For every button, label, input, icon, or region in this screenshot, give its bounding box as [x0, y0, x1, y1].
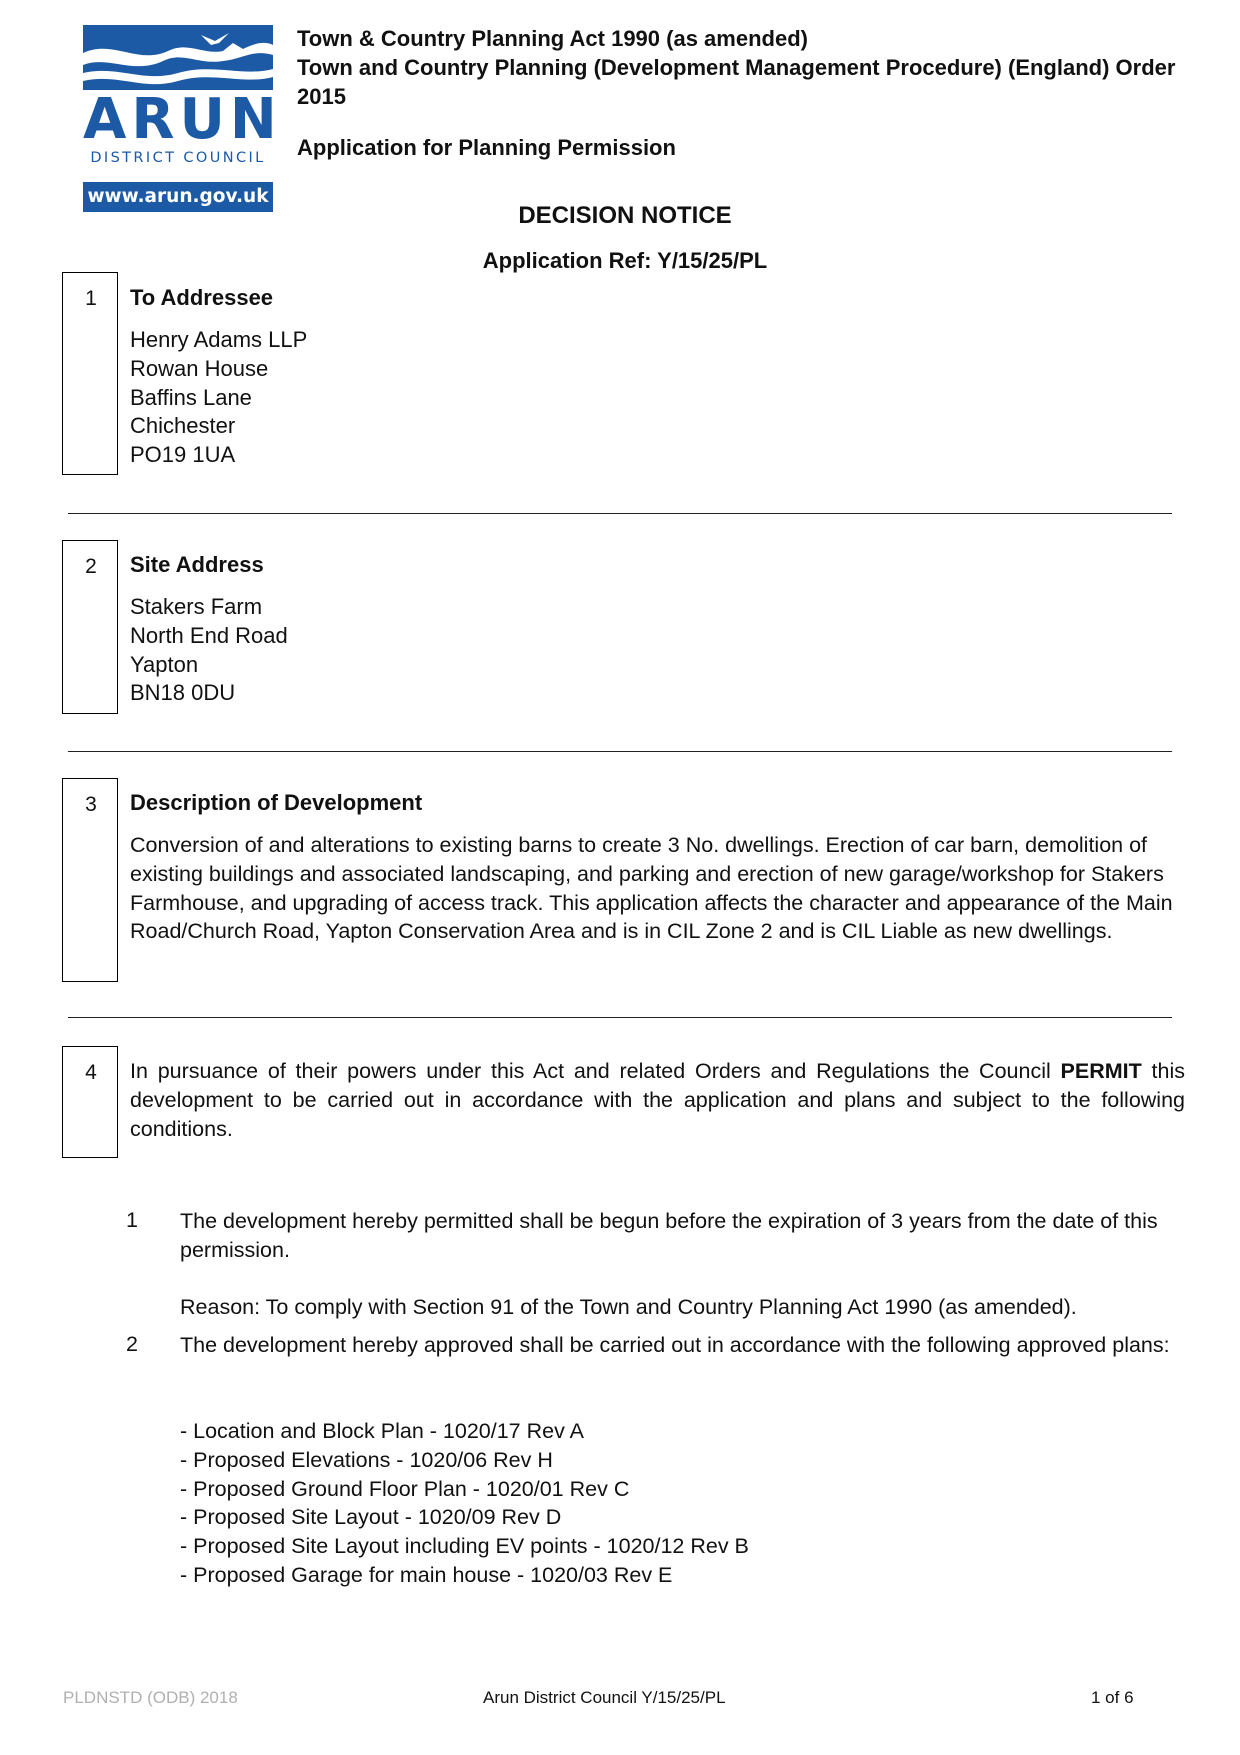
- address-line: North End Road: [130, 622, 288, 648]
- footer-reference: Arun District Council Y/15/25/PL: [483, 1688, 726, 1707]
- condition-number: 2: [126, 1332, 138, 1356]
- condition-text: The development hereby approved shall be carried out in accordance with the following approved plans:: [180, 1333, 1170, 1357]
- plan-item: - Proposed Site Layout including EV points - 1020/12 Rev B: [180, 1534, 749, 1559]
- application-ref: Application Ref: Y/15/25/PL: [482, 248, 768, 273]
- condition-reason: Reason: To comply with Section 91 of the Town and Country Planning Act 1990 (as amended).: [180, 1295, 1077, 1319]
- plan-item: - Proposed Site Layout - 1020/09 Rev D: [180, 1505, 562, 1530]
- divider: [68, 513, 1172, 514]
- decision-statement: [130, 1057, 1185, 1143]
- footer-form-code: PLDNSTD (ODB) 2018: [63, 1688, 238, 1707]
- section-number: 1: [85, 287, 97, 310]
- address-line: Stakers Farm: [130, 594, 263, 619]
- addressee-lines: [130, 326, 307, 470]
- condition-text: The development hereby permitted shall be begun before the expiration of 3 years from the date of this permission.: [180, 1209, 1158, 1262]
- site-address-lines: [130, 593, 288, 708]
- address-line: Yapton: [130, 651, 199, 677]
- act-line: Town & Country Planning Act 1990 (as amended): [297, 26, 808, 51]
- plan-item: - Proposed Garage for main house - 1020/03 Rev E: [180, 1562, 673, 1587]
- address-line: BN18 0DU: [130, 680, 236, 706]
- address-line: PO19 1UA: [130, 442, 236, 468]
- decision-text-before: In pursuance of their powers under this Act and related Orders and Regulations the Council: [130, 1059, 1061, 1083]
- wave-bird-icon: [83, 25, 273, 90]
- decision-word: PERMIT: [1060, 1059, 1142, 1083]
- section-number-box: [62, 1046, 118, 1158]
- section-title: Site Address: [130, 552, 264, 577]
- divider: [68, 751, 1172, 752]
- section-number-box: [62, 540, 118, 714]
- notice-title: DECISION NOTICE: [518, 202, 732, 229]
- section-number: 3: [85, 793, 97, 816]
- condition-number: 1: [126, 1208, 138, 1232]
- plan-item: - Proposed Elevations - 1020/06 Rev H: [180, 1447, 553, 1472]
- council-logo: [83, 25, 282, 215]
- section-number-box: [62, 778, 118, 982]
- approved-plans-list: [180, 1417, 1185, 1590]
- section-number-box: [62, 272, 118, 475]
- address-line: Baffins Lane: [130, 384, 252, 410]
- logo-url: www.arun.gov.uk: [83, 182, 273, 212]
- address-line: Chichester: [130, 413, 236, 439]
- divider: [68, 1017, 1172, 1018]
- address-line: Henry Adams LLP: [130, 327, 308, 352]
- section-number: 4: [85, 1061, 97, 1084]
- logo-wordmark: ARUN: [83, 87, 282, 152]
- order-line: Town and Country Planning (Development Management Procedure) (England) Order 2015: [297, 55, 1176, 109]
- plan-item: - Location and Block Plan - 1020/17 Rev A: [180, 1419, 584, 1443]
- address-line: Rowan House: [130, 355, 269, 381]
- application-type: Application for Planning Permission: [297, 135, 676, 160]
- section-title: Description of Development: [130, 790, 423, 815]
- plan-item: - Proposed Ground Floor Plan - 1020/01 Rev C: [180, 1476, 630, 1501]
- development-description: Conversion of and alterations to existing barns to create 3 No. dwellings. Erection of car barn, demolition of existing buildings and associated landscaping, and parking and erection of new garage/workshop for Stakers Farmhouse, and upgrading of access track. This application affects the character and appearance of the Main Road/Church Road, Yapton Conservation Area and is in CIL Zone 2 and is CIL Liable as new dwellings.: [130, 833, 1173, 944]
- decision-text-after: this development to be carried out in accordance with the application and plans and subject to the following conditions.: [130, 1059, 1185, 1141]
- page-number: 1 of 6: [1091, 1688, 1134, 1707]
- logo-wave-banner: [83, 25, 273, 90]
- section-number: 2: [85, 555, 97, 578]
- logo-subtitle: DISTRICT COUNCIL: [90, 150, 266, 166]
- section-title: To Addressee: [130, 285, 274, 310]
